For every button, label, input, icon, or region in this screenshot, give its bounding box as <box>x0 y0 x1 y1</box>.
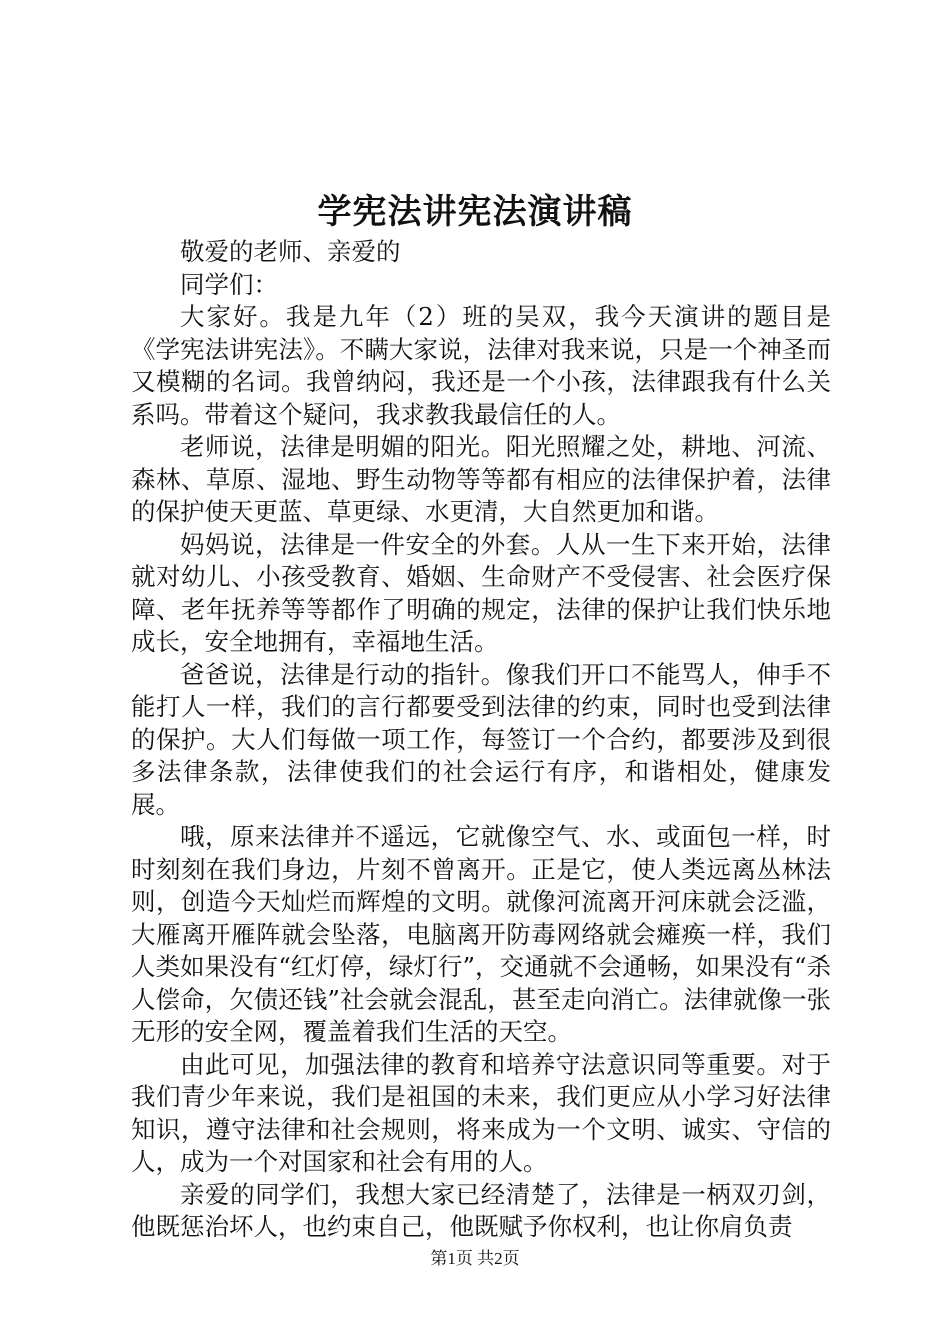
paragraph: 妈妈说，法律是一件安全的外套。人从一生下来开始，法律就对幼儿、小孩受教育、婚姻、生命财产不受侵害、社会医疗保障、老年抚养等等都作了明确的规定，法律的保护让我们快乐地成长，安全地拥有，幸福地生活。 <box>131 529 831 656</box>
paragraph: 老师说，法律是明媚的阳光。阳光照耀之处，耕地、河流、森林、草原、湿地、野生动物等等都有相应的法律保护着，法律的保护使天更蓝、草更绿、水更清，大自然更加和谐。 <box>131 432 831 526</box>
paragraph: 大家好。我是九年（2）班的吴双，我今天演讲的题目是《学宪法讲宪法》。不瞒大家说，法律对我来说，只是一个神圣而又模糊的名词。我曾纳闷，我还是一个小孩，法律跟我有什么关系吗。带着这个疑问，我求教我最信任的人。 <box>131 302 831 429</box>
document-title: 学宪法讲宪法演讲稿 <box>317 192 633 232</box>
paragraph: 爸爸说，法律是行动的指针。像我们开口不能骂人，伸手不能打人一样，我们的言行都要受到法律的约束，同时也受到法律的保护。大人们每做一项工作，每签订一个合约，都要涉及到很多法律条款，法律使我们的社会运行有序，和谐相处，健康发展。 <box>131 659 831 819</box>
salutation-line: 同学们： <box>180 269 278 299</box>
document-body <box>131 236 831 1244</box>
paragraph: 哦，原来法律并不遥远，它就像空气、水、或面包一样，时时刻刻在我们身边，片刻不曾离开。正是它，使人类远离丛林法则，创造今天灿烂而辉煌的文明。就像河流离开河床就会泛滥，大雁离开雁阵就会坠落，电脑离开防毒网络就会瘫痪一样，我们人类如果没有“红灯停，绿灯行”，交通就不会通畅，如果没有“杀人偿命，欠债还钱”社会就会混乱，甚至走向消亡。法律就像一张无形的安全网，覆盖着我们生活的天空。 <box>131 822 831 1046</box>
page-number-footer: 第1页 共2页 <box>430 1249 520 1268</box>
paragraph: 由此可见，加强法律的教育和培养守法意识同等重要。对于我们青少年来说，我们是祖国的未来，我们更应从小学习好法律知识，遵守法律和社会规则，将来成为一个文明、诚实、守信的人，成为一个对国家和社会有用的人。 <box>131 1049 831 1176</box>
salutation-line: 敬爱的老师、亲爱的 <box>180 237 401 266</box>
paragraph: 亲爱的同学们，我想大家已经清楚了，法律是一柄双刃剑，他既惩治坏人，也约束自己，他既赋予你权利，也让你肩负责 <box>131 1179 831 1241</box>
